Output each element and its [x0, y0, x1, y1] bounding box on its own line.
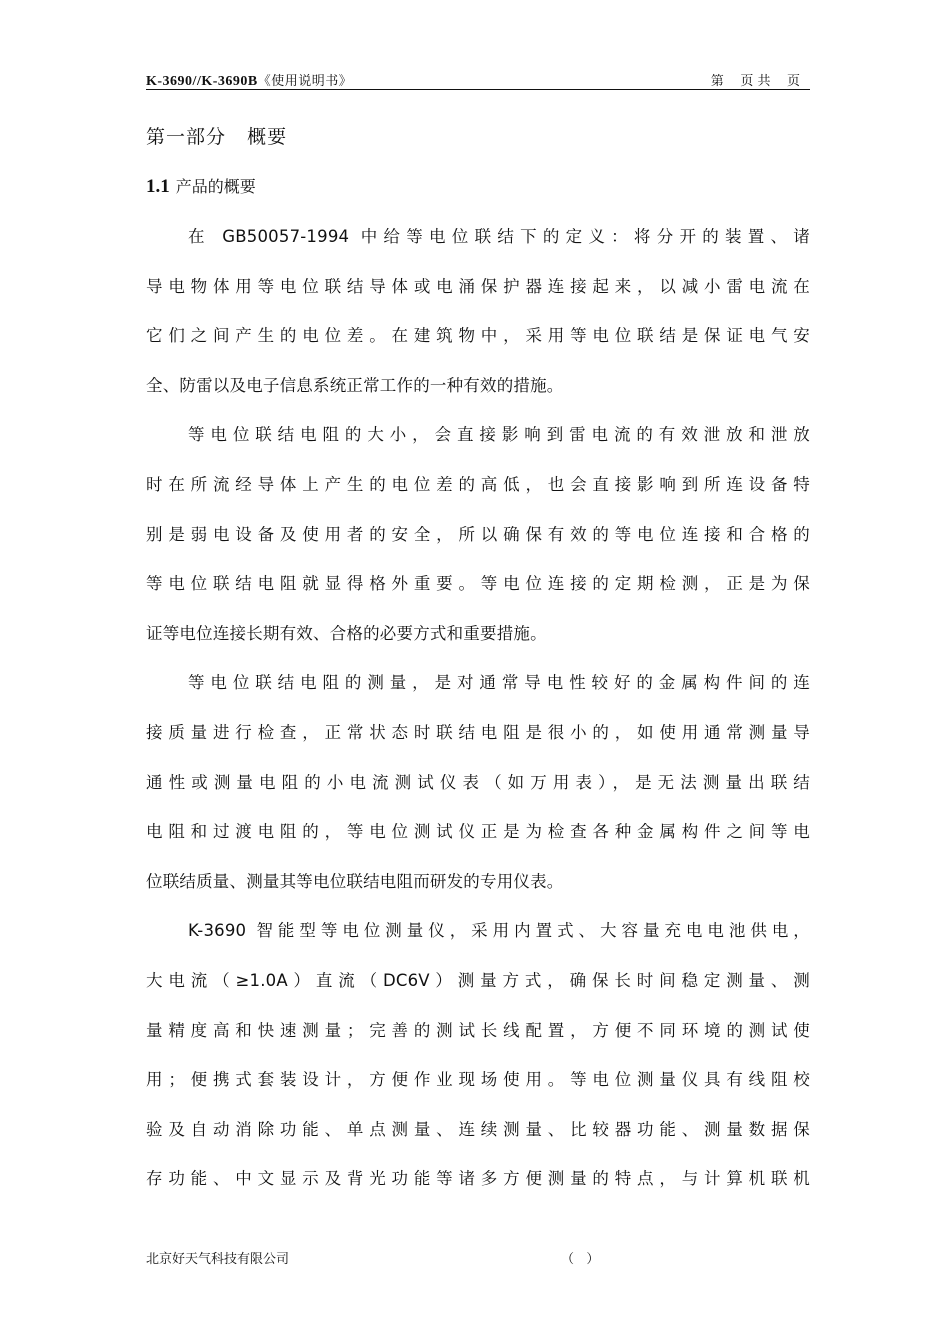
- footer-page-marker: （ ）: [561, 1252, 600, 1267]
- paragraph-line: 它们之间产生的电位差。在建筑物中，采用等电位联结是保证电气安: [146, 326, 810, 346]
- paragraph-line: 等电位联结电阻的大小，会直接影响到雷电流的有效泄放和泄放: [188, 425, 810, 445]
- header-page-info: 第 页 共 页: [710, 74, 800, 89]
- paragraph-line: 位联结质量、测量其等电位联结电阻而研发的专用仪表。: [146, 871, 564, 891]
- footer-company: 北京好天气科技有限公司: [146, 1252, 290, 1267]
- paragraph-line: K-3690 智能型等电位测量仪，采用内置式、大容量充电电池供电，: [188, 921, 810, 941]
- paragraph-line: 通性或测量电阻的小电流测试仪表（如万用表），是无法测量出联结: [146, 772, 810, 792]
- paragraph-line: 全、防雷以及电子信息系统正常工作的一种有效的措施。: [146, 375, 564, 395]
- paragraph-line: 等电位联结电阻就显得格外重要。等电位连接的定期检测，正是为保: [146, 574, 810, 594]
- subsection-heading: [146, 174, 256, 198]
- paragraph-line: 电阻和过渡电阻的，等电位测试仪正是为检查各种金属构件之间等电: [146, 822, 810, 842]
- paragraph-line: 在 GB50057-1994 中给等电位联结下的定义：将分开的装置、诸: [188, 227, 810, 246]
- page-header: [146, 68, 810, 90]
- paragraph-line: 接质量进行检查，正常状态时联结电阻是很小的，如使用通常测量导: [146, 722, 810, 742]
- paragraph-line: 大电流（≥1.0A）直流（DC6V）测量方式，确保长时间稳定测量、测: [146, 970, 810, 990]
- paragraph-line: 用；便携式套装设计，方便作业现场使用。等电位测量仪具有线阻校: [146, 1070, 810, 1090]
- subsection-number: 1.1: [146, 176, 170, 197]
- section-title: 第一部分 概要: [146, 126, 288, 148]
- paragraph-line: 验及自动消除功能、单点测量、连续测量、比较器功能、测量数据保: [146, 1119, 810, 1139]
- header-document-title: [146, 70, 352, 90]
- paragraph-line: 量精度高和快速测量；完善的测试长线配置，方便不同环境的测试使: [146, 1020, 810, 1040]
- paragraph-line: 存功能、中文显示及背光功能等诸多方便测量的特点，与计算机联机: [146, 1169, 810, 1189]
- paragraph-line: 证等电位连接长期有效、合格的必要方式和重要措施。: [146, 623, 547, 643]
- subsection-title: 产品的概要: [175, 177, 256, 196]
- paragraph-line: 等电位联结电阻的测量，是对通常导电性较好的金属构件间的连: [188, 673, 810, 693]
- paragraph-line: 时在所流经导体上产生的电位差的高低，也会直接影响到所连设备特: [146, 474, 810, 494]
- header-model: K-3690//K-3690B: [146, 74, 258, 89]
- header-book-title: 《使用说明书》: [257, 74, 353, 89]
- paragraph-line: 导电物体用等电位联结导体或电涌保护器连接起来，以减小雷电流在: [146, 276, 810, 296]
- paragraph-line: 别是弱电设备及使用者的安全，所以确保有效的等电位连接和合格的: [146, 524, 810, 544]
- body-text: [146, 219, 810, 1211]
